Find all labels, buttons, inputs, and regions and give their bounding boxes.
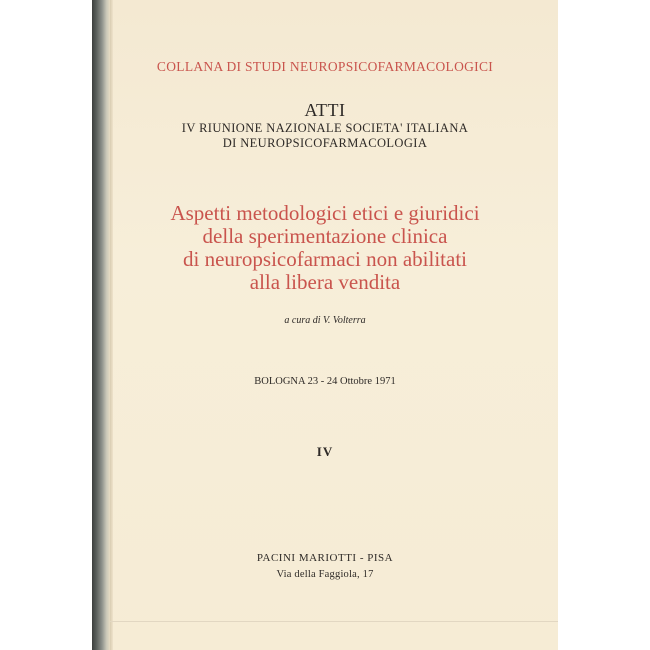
editor-credit: a cura di V. Volterra (284, 315, 366, 326)
book-cover (92, 0, 558, 650)
meeting-line-2: DI NEUROPSICOFARMACOLOGIA (222, 136, 428, 150)
main-title-line-4: alla libera vendita (249, 270, 401, 294)
cover-content (92, 0, 558, 650)
volume-number: IV (316, 444, 334, 459)
place-date: BOLOGNA 23 - 24 Ottobre 1971 (254, 376, 396, 387)
series-title: COLLANA DI STUDI NEUROPSICOFARMACOLOGICI (156, 59, 494, 74)
proceedings-heading: ATTI (304, 100, 346, 120)
publisher-address: Via della Faggiola, 17 (276, 569, 374, 580)
main-title-line-2: della sperimentazione clinica (202, 224, 448, 248)
main-title-line-3: di neuropsicofarmaci non abilitati (183, 247, 467, 271)
meeting-line-1: IV RIUNIONE NAZIONALE SOCIETA' ITALIANA (181, 121, 469, 135)
main-title-line-1: Aspetti metodologici etici e giuridici (170, 201, 480, 225)
publisher-name: PACINI MARIOTTI - PISA (256, 552, 394, 564)
